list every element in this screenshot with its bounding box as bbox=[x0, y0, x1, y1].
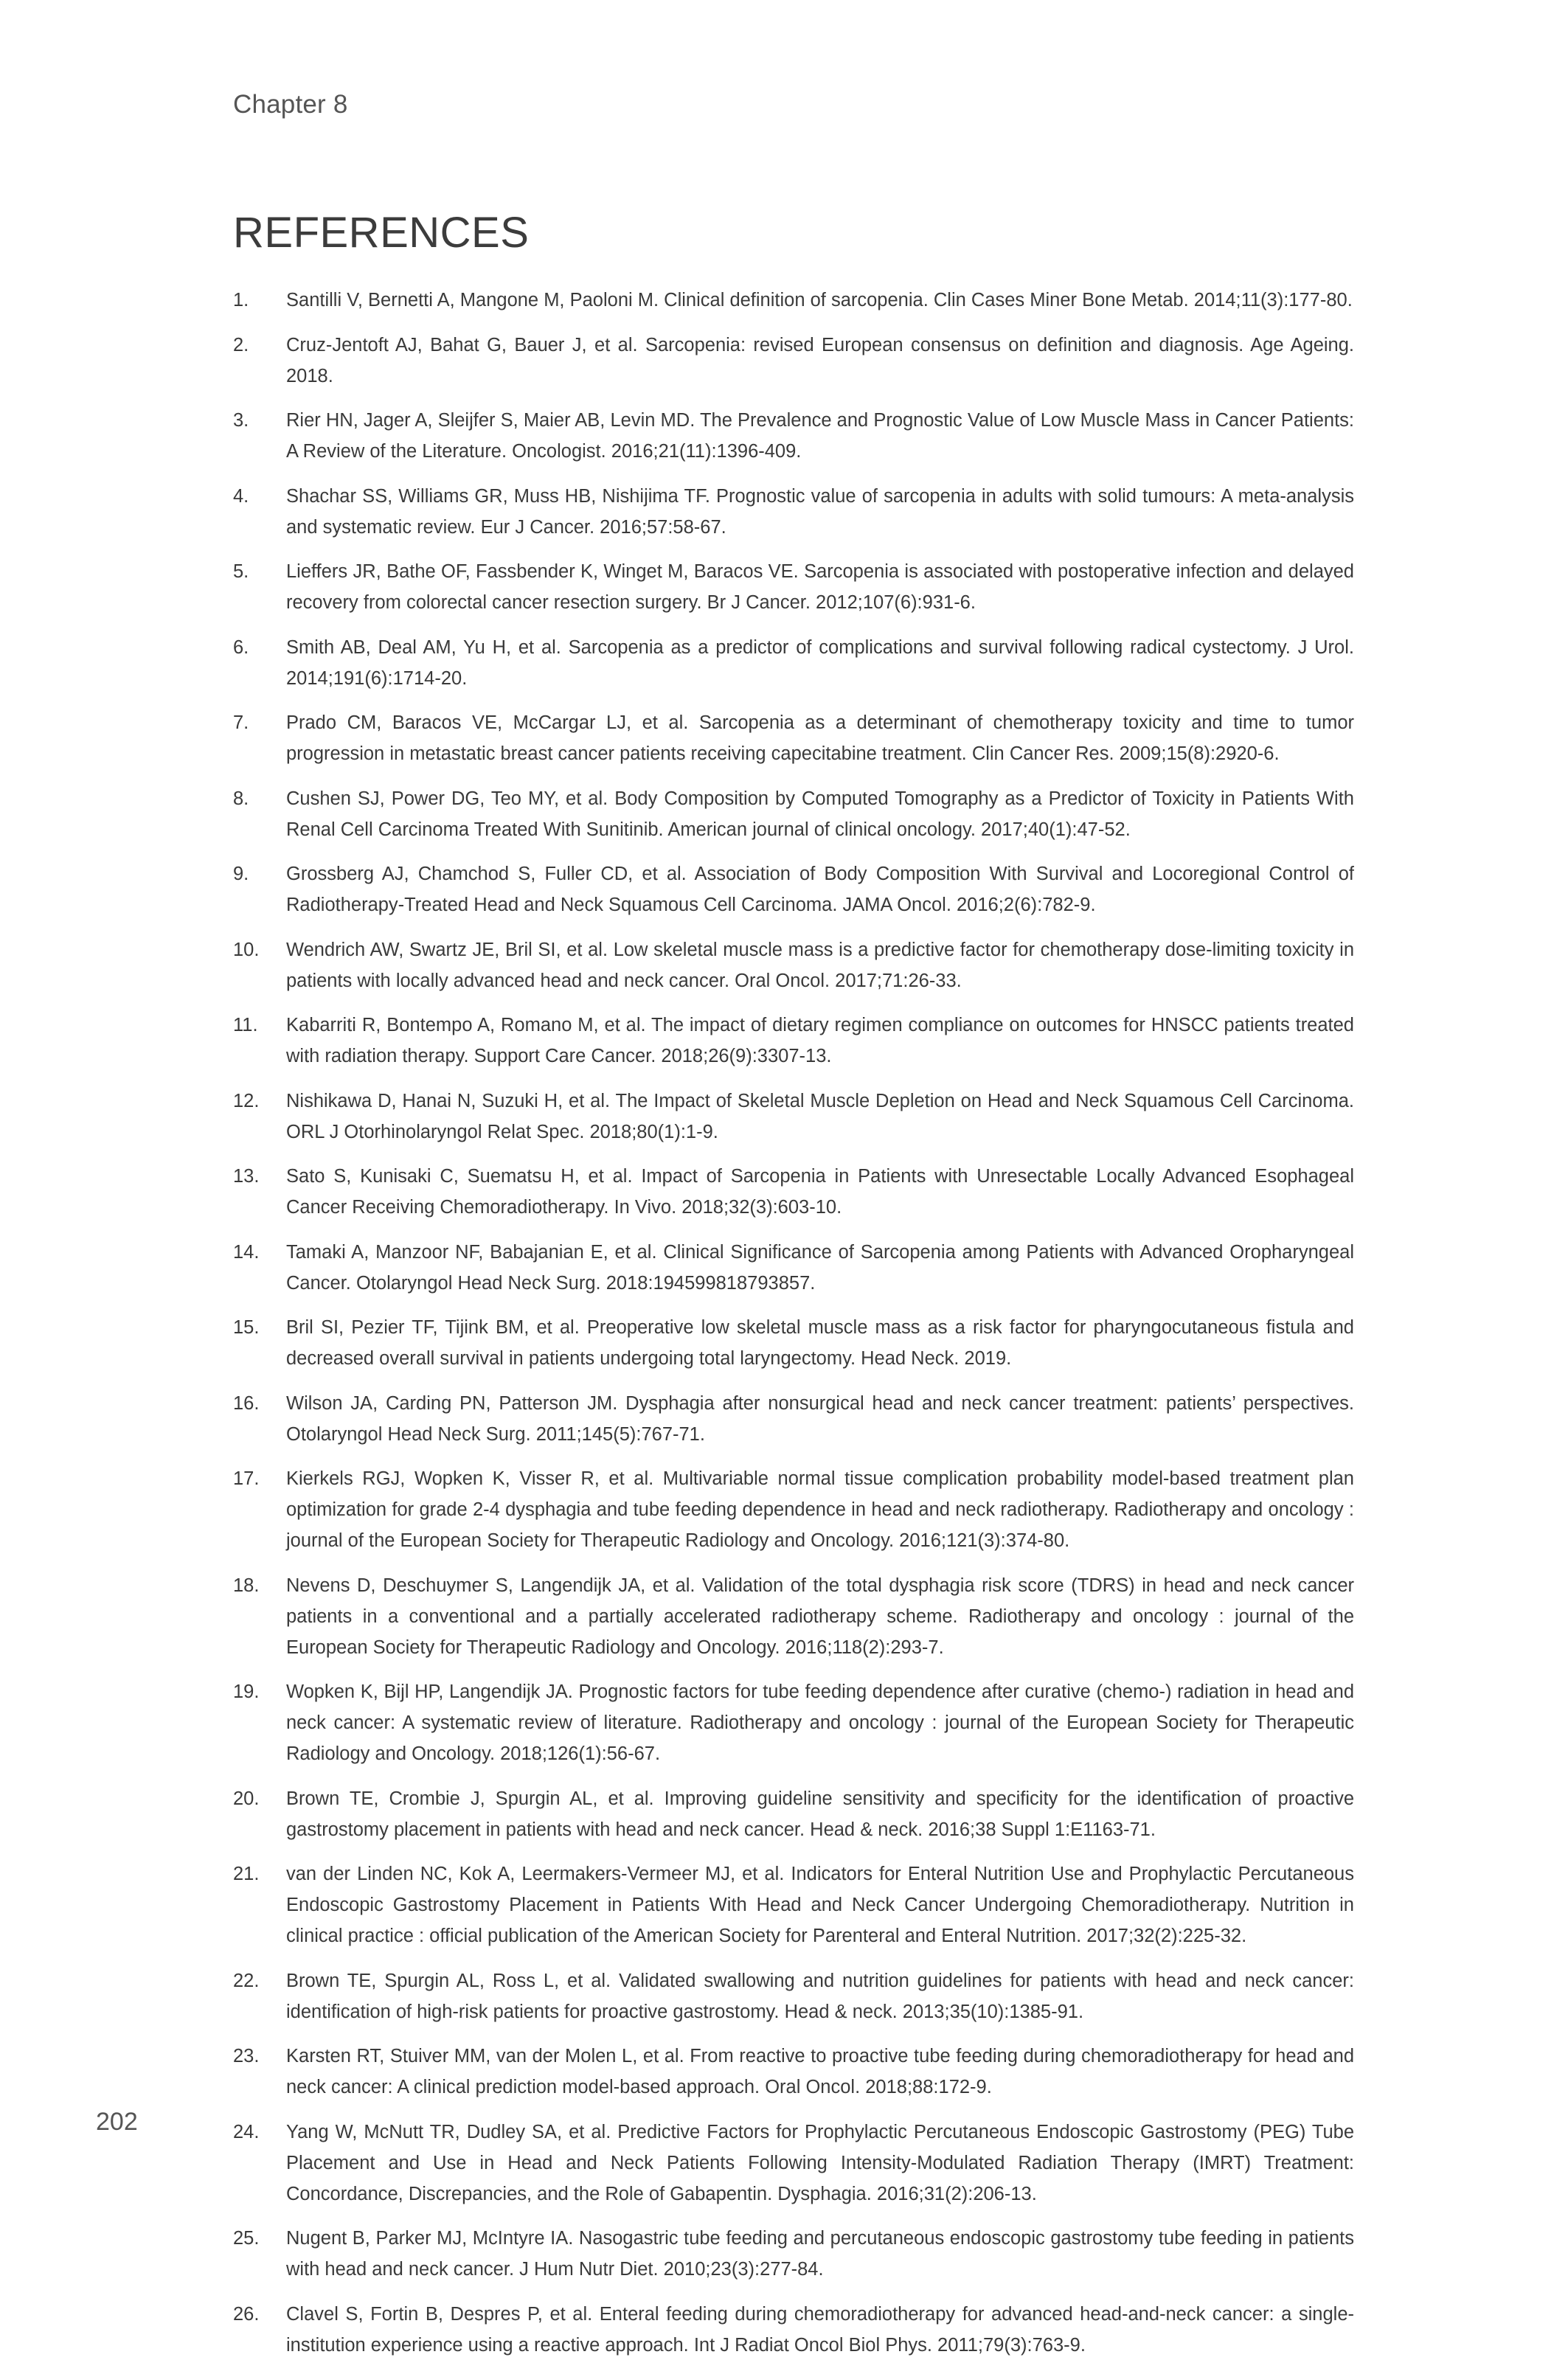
reference-item bbox=[233, 1783, 1354, 1845]
reference-text: Tamaki A, Manzoor NF, Babajanian E, et al. Clinical Significance of Sarcopenia among Patients with Advanced Oropharyngeal Cancer. Otolaryngol Head Neck Surg. 2018:194599818793857. bbox=[286, 1241, 1354, 1294]
reference-item bbox=[233, 1086, 1354, 1148]
reference-text: Brown TE, Spurgin AL, Ross L, et al. Validated swallowing and nutrition guidelines for patients with head and neck cancer: identification of high-risk patients for proactive gastrostomy. Head & neck. 2013;35(10):1385-91. bbox=[286, 1970, 1354, 2022]
reference-number: 26. bbox=[233, 2303, 260, 2325]
reference-number: 12. bbox=[233, 1090, 260, 1111]
reference-text: Kierkels RGJ, Wopken K, Visser R, et al. Multivariable normal tissue complication probability model-based treatment plan optimization for grade 2-4 dysphagia and tube feeding dependence in head and neck radiotherapy. Radiotherapy and oncology : journal of the European Society for Therapeutic Radiology and Oncology. 2016;121(3):374-80. bbox=[286, 1468, 1354, 1551]
reference-item bbox=[233, 556, 1354, 618]
reference-number: 13. bbox=[233, 1166, 260, 1187]
reference-text: Sato S, Kunisaki C, Suematsu H, et al. Impact of Sarcopenia in Patients with Unresectable Locally Advanced Esophageal Cancer Receiving Chemoradiotherapy. In Vivo. 2018;32(3):603-10. bbox=[286, 1166, 1354, 1218]
reference-item bbox=[233, 1237, 1354, 1299]
reference-text: Brown TE, Crombie J, Spurgin AL, et al. Improving guideline sensitivity and specificity for the identification of proactive gastrostomy placement in patients with head and neck cancer. Head & neck. 2016;38 Suppl 1:E1163-71. bbox=[286, 1788, 1354, 1840]
reference-number: 10. bbox=[233, 939, 260, 960]
reference-item bbox=[233, 330, 1354, 392]
reference-item bbox=[233, 285, 1354, 316]
reference-number: 2. bbox=[233, 334, 249, 355]
reference-number: 7. bbox=[233, 712, 249, 733]
reference-number: 23. bbox=[233, 2046, 260, 2066]
reference-item bbox=[233, 1010, 1354, 1072]
reference-text: Shachar SS, Williams GR, Muss HB, Nishijima TF. Prognostic value of sarcopenia in adults with solid tumours: A meta-analysis and systematic review. Eur J Cancer. 2016;57:58-67. bbox=[286, 485, 1354, 538]
reference-item bbox=[233, 632, 1354, 694]
reference-text: Rier HN, Jager A, Sleijfer S, Maier AB, Levin MD. The Prevalence and Prognostic Value of Low Muscle Mass in Cancer Patients: A Review of the Literature. Oncologist. 2016;21(11):1396-409. bbox=[286, 410, 1354, 462]
reference-text: Wopken K, Bijl HP, Langendijk JA. Prognostic factors for tube feeding dependence after curative (chemo-) radiation in head and neck cancer: A systematic review of literature. Radiotherapy and oncology : journal of the European Society for Therapeutic Radiology and Oncology. 2018;126(1):56-67. bbox=[286, 1681, 1354, 1764]
reference-number: 17. bbox=[233, 1468, 260, 1489]
reference-text: Wendrich AW, Swartz JE, Bril SI, et al. Low skeletal muscle mass is a predictive factor for chemotherapy dose-limiting toxicity in patients with locally advanced head and neck cancer. Oral Oncol. 2017;71:26-33. bbox=[286, 939, 1354, 991]
reference-number: 8. bbox=[233, 788, 249, 809]
reference-number: 15. bbox=[233, 1317, 260, 1338]
reference-number: 21. bbox=[233, 1864, 260, 1884]
reference-item bbox=[233, 405, 1354, 467]
reference-item bbox=[233, 1858, 1354, 1951]
reference-item bbox=[233, 2117, 1354, 2210]
reference-number: 3. bbox=[233, 410, 249, 431]
reference-item bbox=[233, 1312, 1354, 1374]
reference-text: Grossberg AJ, Chamchod S, Fuller CD, et al. Association of Body Composition With Survival and Locoregional Control of Radiotherapy-Treated Head and Neck Squamous Cell Carcinoma. JAMA Oncol. 2016;2(6):782-9. bbox=[286, 864, 1354, 915]
reference-item bbox=[233, 1965, 1354, 2027]
reference-item bbox=[233, 481, 1354, 543]
reference-text: Cruz-Jentoft AJ, Bahat G, Bauer J, et al. Sarcopenia: revised European consensus on definition and diagnosis. Age Ageing. 2018. bbox=[286, 334, 1354, 386]
section-title: REFERENCES bbox=[233, 209, 530, 257]
reference-number: 25. bbox=[233, 2228, 260, 2249]
reference-text: Nugent B, Parker MJ, McIntyre IA. Nasogastric tube feeding and percutaneous endoscopic gastrostomy tube feeding in patients with head and neck cancer. J Hum Nutr Diet. 2010;23(3):277-84. bbox=[286, 2228, 1354, 2280]
reference-number: 18. bbox=[233, 1575, 260, 1596]
reference-number: 11. bbox=[233, 1015, 258, 1035]
reference-item bbox=[233, 2299, 1354, 2361]
reference-text: Yang W, McNutt TR, Dudley SA, et al. Predictive Factors for Prophylactic Percutaneous Endoscopic Gastrostomy (PEG) Tube Placement and Use in Head and Neck Patients Following Intensity-Modulated Radiation Therapy (IMRT) Treatment: Concordance, Discrepancies, and the Role of Gabapentin. Dysphagia. 2016;31(2):206-13. bbox=[286, 2121, 1354, 2204]
reference-number: 5. bbox=[233, 561, 249, 582]
reference-number: 20. bbox=[233, 1788, 260, 1809]
reference-item bbox=[233, 783, 1354, 845]
reference-text: Clavel S, Fortin B, Despres P, et al. Enteral feeding during chemoradiotherapy for advanced head-and-neck cancer: a single-institution experience using a reactive approach. Int J Radiat Oncol Biol Phys. 2011;79(3):763-9. bbox=[286, 2303, 1354, 2356]
reference-number: 6. bbox=[233, 636, 249, 658]
reference-list bbox=[233, 285, 1354, 2374]
reference-text: Cushen SJ, Power DG, Teo MY, et al. Body Composition by Computed Tomography as a Predictor of Toxicity in Patients With Renal Cell Carcinoma Treated With Sunitinib. American journal of clinical oncology. 2017;40(1):47-52. bbox=[286, 788, 1354, 840]
reference-item bbox=[233, 1388, 1354, 1450]
reference-item bbox=[233, 1570, 1354, 1663]
reference-number: 19. bbox=[233, 1681, 260, 1702]
reference-text: Santilli V, Bernetti A, Mangone M, Paoloni M. Clinical definition of sarcopenia. Clin Cases Miner Bone Metab. 2014;11(3):177-80. bbox=[286, 290, 1353, 310]
reference-item bbox=[233, 2041, 1354, 2103]
reference-text: Nevens D, Deschuymer S, Langendijk JA, et al. Validation of the total dysphagia risk score (TDRS) in head and neck cancer patients in a conventional and a partially accelerated radiotherapy scheme. Radiotherapy and oncology : journal of the European Society for Therapeutic Radiology and Oncology. 2016;118(2):293-7. bbox=[286, 1575, 1354, 1658]
reference-number: 4. bbox=[233, 485, 249, 507]
reference-number: 22. bbox=[233, 1970, 260, 1991]
reference-item bbox=[233, 2223, 1354, 2285]
reference-number: 9. bbox=[233, 864, 249, 884]
reference-text: Prado CM, Baracos VE, McCargar LJ, et al. Sarcopenia as a determinant of chemotherapy toxicity and time to tumor progression in metastatic breast cancer patients receiving capecitabine treatment. Clin Cancer Res. 2009;15(8):2920-6. bbox=[286, 712, 1354, 764]
reference-text: Smith AB, Deal AM, Yu H, et al. Sarcopenia as a predictor of complications and survival following radical cystectomy. J Urol. 2014;191(6):1714-20. bbox=[286, 636, 1354, 689]
reference-number: 1. bbox=[233, 290, 249, 310]
reference-item bbox=[233, 858, 1354, 920]
running-head: Chapter 8 bbox=[233, 90, 348, 119]
reference-text: Lieffers JR, Bathe OF, Fassbender K, Winget M, Baracos VE. Sarcopenia is associated with postoperative infection and delayed recovery from colorectal cancer resection surgery. Br J Cancer. 2012;107(6):931-6. bbox=[286, 561, 1354, 613]
reference-item bbox=[233, 707, 1354, 769]
reference-text: Bril SI, Pezier TF, Tijink BM, et al. Preoperative low skeletal muscle mass as a risk factor for pharyngocutaneous fistula and decreased overall survival in patients undergoing total laryngectomy. Head Neck. 2019. bbox=[286, 1317, 1354, 1369]
reference-text: Karsten RT, Stuiver MM, van der Molen L, et al. From reactive to proactive tube feeding during chemoradiotherapy for head and neck cancer: A clinical prediction model-based approach. Oral Oncol. 2018;88:172-9. bbox=[286, 2046, 1354, 2097]
reference-number: 24. bbox=[233, 2121, 260, 2142]
reference-item bbox=[233, 934, 1354, 996]
reference-item bbox=[233, 1463, 1354, 1556]
reference-number: 16. bbox=[233, 1392, 260, 1414]
reference-item bbox=[233, 1161, 1354, 1223]
page-number: 202 bbox=[96, 2108, 138, 2136]
reference-text: Kabarriti R, Bontempo A, Romano M, et al. The impact of dietary regimen compliance on outcomes for HNSCC patients treated with radiation therapy. Support Care Cancer. 2018;26(9):3307-13. bbox=[286, 1015, 1354, 1066]
reference-text: van der Linden NC, Kok A, Leermakers-Vermeer MJ, et al. Indicators for Enteral Nutrition Use and Prophylactic Percutaneous Endoscopic Gastrostomy Placement in Patients With Head and Neck Cancer Undergoing Chemoradiotherapy. Nutrition in clinical practice : official publication of the American Society for Parenteral and Enteral Nutrition. 2017;32(2):225-32. bbox=[286, 1864, 1354, 1946]
reference-text: Wilson JA, Carding PN, Patterson JM. Dysphagia after nonsurgical head and neck cancer treatment: patients’ perspectives. Otolaryngol Head Neck Surg. 2011;145(5):767-71. bbox=[286, 1392, 1354, 1445]
reference-item bbox=[233, 1676, 1354, 1769]
reference-number: 14. bbox=[233, 1241, 260, 1263]
reference-text: Nishikawa D, Hanai N, Suzuki H, et al. The Impact of Skeletal Muscle Depletion on Head and Neck Squamous Cell Carcinoma. ORL J Otorhinolaryngol Relat Spec. 2018;80(1):1-9. bbox=[286, 1090, 1354, 1142]
